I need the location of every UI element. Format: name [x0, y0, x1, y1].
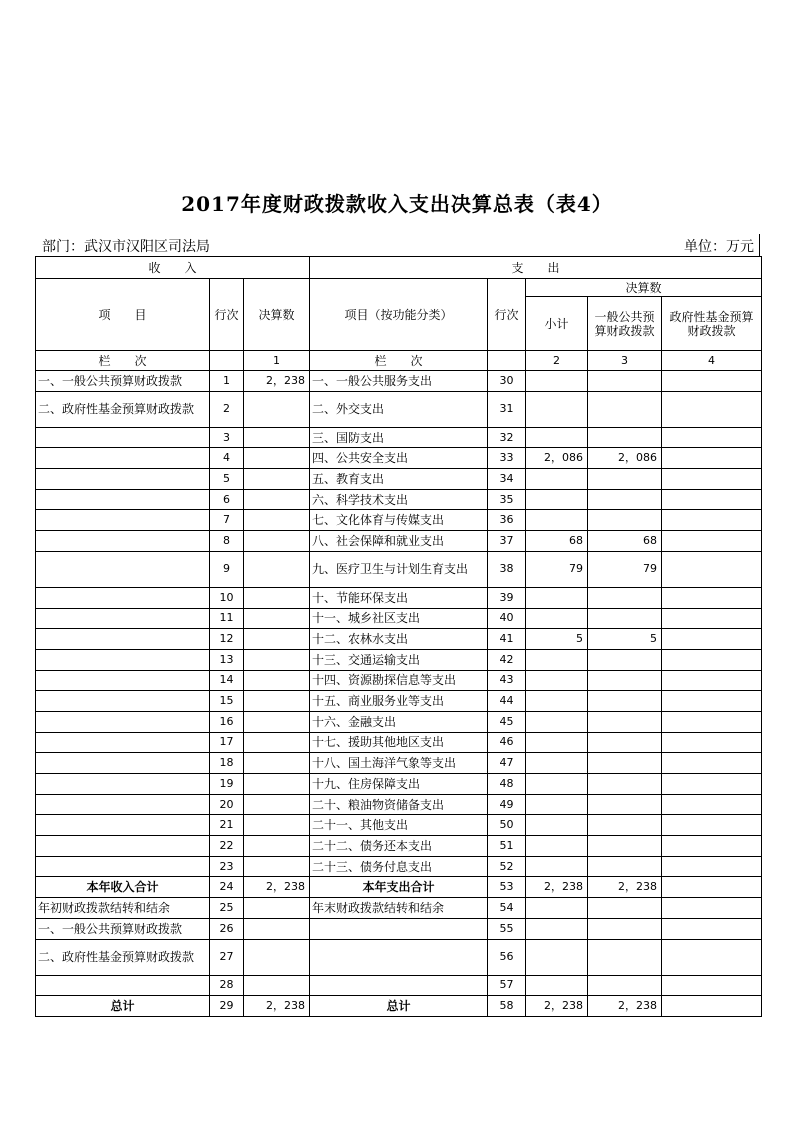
subtotal-cell: [526, 711, 588, 732]
left-amount-cell: [244, 510, 310, 531]
left-amount-cell: [244, 551, 310, 587]
column-number-1: 1: [244, 351, 310, 371]
left-amount-cell: [244, 975, 310, 996]
right-row-no-cell: 57: [488, 975, 526, 996]
subtotal-cell: [526, 836, 588, 857]
general-budget-cell: 5: [588, 629, 662, 650]
right-item-cell: 十、节能环保支出: [310, 587, 488, 608]
table-row: [36, 996, 762, 1017]
table-row: [36, 391, 762, 427]
general-budget-cell: [588, 975, 662, 996]
left-amount-cell: 2，238: [244, 371, 310, 392]
subtotal-cell: [526, 391, 588, 427]
left-row-no-cell: 10: [210, 587, 244, 608]
gov-fund-cell: [662, 856, 762, 877]
table-row: [36, 939, 762, 975]
left-row-no-cell: 15: [210, 691, 244, 712]
left-row-no-cell: 19: [210, 774, 244, 795]
left-row-no-cell: 8: [210, 531, 244, 552]
left-item-cell: [36, 856, 210, 877]
gov-fund-cell: [662, 427, 762, 448]
table-row: [36, 510, 762, 531]
general-budget-cell: [588, 587, 662, 608]
right-item-cell: 总计: [310, 996, 488, 1017]
subtotal-cell: [526, 939, 588, 975]
gov-fund-cell: [662, 711, 762, 732]
left-row-no-cell: 22: [210, 836, 244, 857]
general-budget-cell: [588, 427, 662, 448]
left-amount-cell: [244, 815, 310, 836]
left-item-cell: [36, 975, 210, 996]
subtotal-cell: 2，238: [526, 996, 588, 1017]
right-row-no-cell: 49: [488, 794, 526, 815]
right-row-no-cell: 34: [488, 469, 526, 490]
subtotal-cell: [526, 732, 588, 753]
general-budget-cell: [588, 391, 662, 427]
general-budget-header: 一般公共预算财政拨款: [588, 297, 662, 351]
left-amount-cell: [244, 856, 310, 877]
left-item-cell: [36, 670, 210, 691]
left-amount-cell: [244, 391, 310, 427]
left-row-no-cell: 13: [210, 649, 244, 670]
right-item-cell: 十三、交通运输支出: [310, 649, 488, 670]
gov-fund-cell: [662, 629, 762, 650]
gov-fund-cell: [662, 510, 762, 531]
left-amount-cell: 2，238: [244, 996, 310, 1017]
subtotal-cell: [526, 794, 588, 815]
left-amount-cell: [244, 774, 310, 795]
gov-fund-cell: [662, 531, 762, 552]
right-item-cell: 年末财政拨款结转和结余: [310, 898, 488, 919]
right-item-cell: 三、国防支出: [310, 427, 488, 448]
gov-fund-cell: [662, 939, 762, 975]
left-row-no-cell: 18: [210, 753, 244, 774]
right-row-no-cell: 58: [488, 996, 526, 1017]
table-row: [36, 856, 762, 877]
left-row-no-cell: 6: [210, 489, 244, 510]
left-item-cell: [36, 711, 210, 732]
table-row: [36, 732, 762, 753]
table-row: [36, 608, 762, 629]
left-item-cell: [36, 608, 210, 629]
table-row: [36, 489, 762, 510]
right-row-no-cell: 45: [488, 711, 526, 732]
gov-fund-cell: [662, 753, 762, 774]
left-row-no-cell: 17: [210, 732, 244, 753]
subtotal-cell: [526, 918, 588, 939]
right-row-no-cell: 32: [488, 427, 526, 448]
page-title: 2017年度财政拨款收入支出决算总表（表4）: [181, 192, 613, 216]
right-row-no-cell: 39: [488, 587, 526, 608]
right-item-cell: 二、外交支出: [310, 391, 488, 427]
left-amount-cell: [244, 753, 310, 774]
right-row-no-cell: 44: [488, 691, 526, 712]
gov-fund-cell: [662, 371, 762, 392]
right-row-no-cell: 51: [488, 836, 526, 857]
left-item-cell: [36, 629, 210, 650]
general-budget-cell: [588, 732, 662, 753]
gov-fund-cell: [662, 774, 762, 795]
right-row-no-cell: 56: [488, 939, 526, 975]
gov-fund-cell: [662, 489, 762, 510]
left-row-no-cell: 27: [210, 939, 244, 975]
subtotal-cell: [526, 774, 588, 795]
table-row: [36, 898, 762, 919]
table-row: [36, 670, 762, 691]
gov-fund-cell: [662, 898, 762, 919]
left-item-cell: [36, 794, 210, 815]
table-row: [36, 427, 762, 448]
left-item-cell: [36, 691, 210, 712]
income-header: 收 入: [36, 257, 310, 279]
left-row-no-cell: 2: [210, 391, 244, 427]
subtotal-cell: [526, 856, 588, 877]
row-no-header: 行次: [210, 279, 244, 351]
left-row-no-cell: 4: [210, 448, 244, 469]
left-row-no-cell: 7: [210, 510, 244, 531]
right-row-no-cell: 33: [488, 448, 526, 469]
gov-fund-cell: [662, 975, 762, 996]
gov-fund-cell: [662, 670, 762, 691]
general-budget-cell: [588, 918, 662, 939]
subtotal-cell: [526, 898, 588, 919]
subtotal-cell: [526, 815, 588, 836]
left-item-cell: 二、政府性基金预算财政拨款: [36, 939, 210, 975]
right-row-no-cell: 37: [488, 531, 526, 552]
right-row-no-cell: 48: [488, 774, 526, 795]
left-item-cell: 一、一般公共预算财政拨款: [36, 371, 210, 392]
table-meta: [38, 236, 760, 256]
general-budget-cell: [588, 898, 662, 919]
left-amount-cell: [244, 711, 310, 732]
left-amount-cell: [244, 649, 310, 670]
right-item-cell: 七、文化体育与传媒支出: [310, 510, 488, 531]
left-row-no-cell: 28: [210, 975, 244, 996]
gov-fund-cell: [662, 996, 762, 1017]
general-budget-cell: [588, 794, 662, 815]
column-number-4: 4: [662, 351, 762, 371]
right-row-no-cell: 54: [488, 898, 526, 919]
right-item-cell: 一、一般公共服务支出: [310, 371, 488, 392]
subtotal-cell: 79: [526, 551, 588, 587]
right-item-cell: 二十一、其他支出: [310, 815, 488, 836]
right-item-cell: 十二、农林水支出: [310, 629, 488, 650]
general-budget-cell: [588, 774, 662, 795]
left-item-cell: [36, 510, 210, 531]
right-row-no-cell: 46: [488, 732, 526, 753]
general-budget-cell: [588, 939, 662, 975]
gov-fund-cell: [662, 551, 762, 587]
left-item-cell: [36, 753, 210, 774]
general-budget-cell: 68: [588, 531, 662, 552]
subtotal-header: 小计: [526, 297, 588, 351]
right-row-no-cell: 55: [488, 918, 526, 939]
table-row: [36, 794, 762, 815]
left-amount-cell: [244, 691, 310, 712]
gov-fund-cell: [662, 587, 762, 608]
general-budget-cell: [588, 670, 662, 691]
left-row-no-cell: 12: [210, 629, 244, 650]
left-amount-cell: [244, 732, 310, 753]
left-item-cell: [36, 649, 210, 670]
general-budget-cell: [588, 711, 662, 732]
function-item-header: 项目（按功能分类）: [310, 279, 488, 351]
right-item-cell: 八、社会保障和就业支出: [310, 531, 488, 552]
general-budget-cell: [588, 608, 662, 629]
left-amount-cell: [244, 427, 310, 448]
general-budget-cell: [588, 691, 662, 712]
general-budget-cell: [588, 856, 662, 877]
general-budget-cell: [588, 469, 662, 490]
subtotal-cell: 2，086: [526, 448, 588, 469]
left-row-no-cell: 20: [210, 794, 244, 815]
right-row-no-cell: 53: [488, 877, 526, 898]
left-amount-cell: [244, 670, 310, 691]
table-row: [36, 815, 762, 836]
left-amount-cell: [244, 898, 310, 919]
left-item-cell: [36, 774, 210, 795]
left-item-cell: [36, 448, 210, 469]
right-row-no-cell: 35: [488, 489, 526, 510]
left-amount-cell: [244, 794, 310, 815]
gov-fund-cell: [662, 608, 762, 629]
left-item-cell: 本年收入合计: [36, 877, 210, 898]
right-row-no-cell: 31: [488, 391, 526, 427]
left-item-cell: [36, 815, 210, 836]
right-item-cell: 五、教育支出: [310, 469, 488, 490]
left-row-no-cell: 5: [210, 469, 244, 490]
right-item-cell: [310, 975, 488, 996]
general-budget-cell: [588, 753, 662, 774]
right-row-no-cell: 43: [488, 670, 526, 691]
table-row: [36, 448, 762, 469]
left-item-cell: 年初财政拨款结转和结余: [36, 898, 210, 919]
final-group-header: 决算数: [526, 279, 762, 297]
subtotal-cell: [526, 469, 588, 490]
general-budget-cell: [588, 371, 662, 392]
left-amount-cell: [244, 469, 310, 490]
table-row: [36, 877, 762, 898]
left-item-cell: [36, 427, 210, 448]
right-item-cell: 二十三、债务付息支出: [310, 856, 488, 877]
table-row: [36, 836, 762, 857]
subtotal-cell: [526, 427, 588, 448]
right-row-no-cell: 41: [488, 629, 526, 650]
table-row: [36, 371, 762, 392]
left-amount-cell: [244, 918, 310, 939]
left-item-cell: 一、一般公共预算财政拨款: [36, 918, 210, 939]
subtotal-cell: [526, 489, 588, 510]
subtotal-cell: [526, 649, 588, 670]
gov-fund-cell: [662, 649, 762, 670]
left-item-cell: [36, 551, 210, 587]
general-budget-cell: 2，086: [588, 448, 662, 469]
right-item-cell: 十九、住房保障支出: [310, 774, 488, 795]
left-item-cell: [36, 531, 210, 552]
subtotal-cell: 2，238: [526, 877, 588, 898]
right-item-cell: 十五、商业服务业等支出: [310, 691, 488, 712]
subtotal-cell: [526, 691, 588, 712]
left-item-cell: [36, 489, 210, 510]
general-budget-cell: [588, 510, 662, 531]
left-row-no-cell: 21: [210, 815, 244, 836]
left-item-cell: [36, 587, 210, 608]
gov-fund-cell: [662, 877, 762, 898]
left-amount-cell: [244, 587, 310, 608]
left-row-no-cell: 23: [210, 856, 244, 877]
right-row-no-cell: 36: [488, 510, 526, 531]
table-row: [36, 774, 762, 795]
right-row-no-cell: 47: [488, 753, 526, 774]
right-item-cell: 十七、援助其他地区支出: [310, 732, 488, 753]
left-row-no-cell: 26: [210, 918, 244, 939]
item-header: 项 目: [36, 279, 210, 351]
right-item-cell: 十一、城乡社区支出: [310, 608, 488, 629]
gov-fund-cell: [662, 469, 762, 490]
table-row: [36, 629, 762, 650]
left-row-no-cell: 29: [210, 996, 244, 1017]
final-amount-header: 决算数: [244, 279, 310, 351]
gov-fund-cell: [662, 794, 762, 815]
gov-fund-header: 政府性基金预算财政拨款: [662, 297, 762, 351]
gov-fund-cell: [662, 836, 762, 857]
left-row-no-cell: 11: [210, 608, 244, 629]
right-item-cell: 十六、金融支出: [310, 711, 488, 732]
gov-fund-cell: [662, 391, 762, 427]
table-row: [36, 649, 762, 670]
right-row-no-cell: 30: [488, 371, 526, 392]
right-item-cell: [310, 939, 488, 975]
column-label-left: 栏 次: [36, 351, 210, 371]
left-item-cell: [36, 732, 210, 753]
general-budget-cell: [588, 489, 662, 510]
left-amount-cell: [244, 531, 310, 552]
left-item-cell: [36, 836, 210, 857]
right-row-no-cell: 52: [488, 856, 526, 877]
left-amount-cell: [244, 489, 310, 510]
right-row-no-cell: 38: [488, 551, 526, 587]
left-amount-cell: [244, 629, 310, 650]
gov-fund-cell: [662, 815, 762, 836]
right-item-cell: 六、科学技术支出: [310, 489, 488, 510]
expense-header: 支 出: [310, 257, 762, 279]
subtotal-cell: [526, 975, 588, 996]
right-row-no-cell: 40: [488, 608, 526, 629]
subtotal-cell: [526, 587, 588, 608]
general-budget-cell: [588, 815, 662, 836]
table-row: [36, 975, 762, 996]
subtotal-cell: [526, 371, 588, 392]
right-item-cell: 十四、资源勘探信息等支出: [310, 670, 488, 691]
gov-fund-cell: [662, 691, 762, 712]
gov-fund-cell: [662, 732, 762, 753]
subtotal-cell: 5: [526, 629, 588, 650]
right-item-cell: 十八、国土海洋气象等支出: [310, 753, 488, 774]
table-row: [36, 531, 762, 552]
budget-table: [35, 256, 762, 1017]
left-row-no-cell: 9: [210, 551, 244, 587]
general-budget-cell: 2，238: [588, 996, 662, 1017]
column-number-2: 2: [526, 351, 588, 371]
department-label: 部门：武汉市汉阳区司法局: [42, 239, 210, 255]
left-item-cell: [36, 469, 210, 490]
empty-cell: [210, 351, 244, 371]
right-row-no-cell: 50: [488, 815, 526, 836]
right-item-cell: [310, 918, 488, 939]
subtotal-cell: [526, 670, 588, 691]
empty-cell: [488, 351, 526, 371]
left-amount-cell: [244, 939, 310, 975]
subtotal-cell: 68: [526, 531, 588, 552]
subtotal-cell: [526, 510, 588, 531]
table-row: [36, 753, 762, 774]
unit-label: 单位：万元: [684, 239, 754, 255]
left-amount-cell: [244, 836, 310, 857]
subtotal-cell: [526, 608, 588, 629]
gov-fund-cell: [662, 918, 762, 939]
column-number-3: 3: [588, 351, 662, 371]
left-row-no-cell: 1: [210, 371, 244, 392]
column-label-right: 栏 次: [310, 351, 488, 371]
gov-fund-cell: [662, 448, 762, 469]
right-item-cell: 四、公共安全支出: [310, 448, 488, 469]
general-budget-cell: [588, 649, 662, 670]
left-row-no-cell: 24: [210, 877, 244, 898]
table-row: [36, 551, 762, 587]
left-item-cell: 总计: [36, 996, 210, 1017]
right-item-cell: 二十二、债务还本支出: [310, 836, 488, 857]
left-amount-cell: [244, 608, 310, 629]
general-budget-cell: [588, 836, 662, 857]
left-item-cell: 二、政府性基金预算财政拨款: [36, 391, 210, 427]
left-amount-cell: [244, 448, 310, 469]
table-row: [36, 469, 762, 490]
general-budget-cell: 79: [588, 551, 662, 587]
row-no-header-right: 行次: [488, 279, 526, 351]
right-item-cell: 本年支出合计: [310, 877, 488, 898]
table-row: [36, 691, 762, 712]
table-row: [36, 587, 762, 608]
general-budget-cell: 2，238: [588, 877, 662, 898]
divider: [759, 234, 760, 256]
left-row-no-cell: 14: [210, 670, 244, 691]
table-row: [36, 918, 762, 939]
left-row-no-cell: 3: [210, 427, 244, 448]
left-amount-cell: 2，238: [244, 877, 310, 898]
right-item-cell: 二十、粮油物资储备支出: [310, 794, 488, 815]
subtotal-cell: [526, 753, 588, 774]
left-row-no-cell: 25: [210, 898, 244, 919]
right-row-no-cell: 42: [488, 649, 526, 670]
right-item-cell: 九、医疗卫生与计划生育支出: [310, 551, 488, 587]
left-row-no-cell: 16: [210, 711, 244, 732]
table-row: [36, 711, 762, 732]
